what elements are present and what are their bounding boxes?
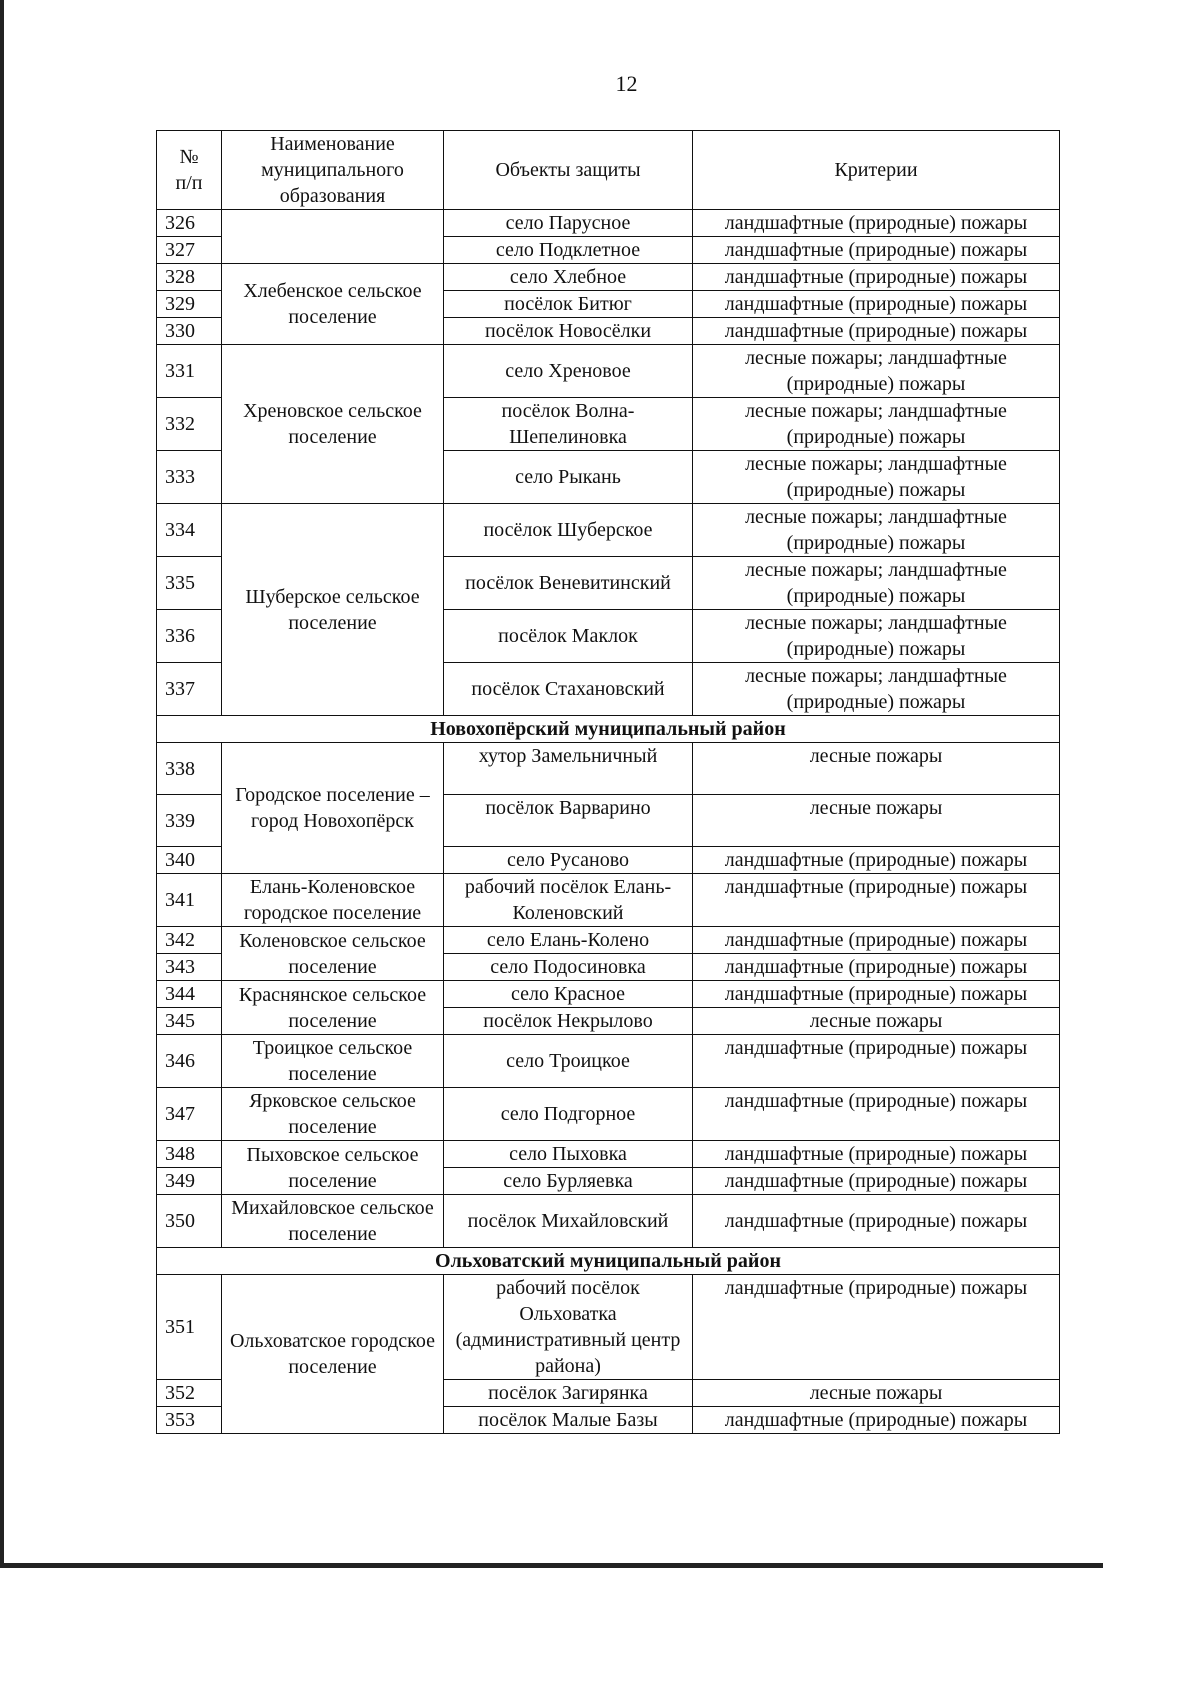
criteria-cell: ландшафтные (природные) пожары [693, 1195, 1060, 1248]
criteria-cell: лесные пожары; ландшафтные (природные) пожары [693, 663, 1060, 716]
row-number: 335 [157, 557, 222, 610]
criteria-cell: ландшафтные (природные) пожары [693, 1168, 1060, 1195]
object-cell: село Красное [444, 981, 693, 1008]
object-cell: посёлок Маклок [444, 610, 693, 663]
object-cell: хутор Замельничный [444, 743, 693, 795]
object-cell: посёлок Волна-Шепелиновка [444, 398, 693, 451]
row-number: 338 [157, 743, 222, 795]
row-number: 351 [157, 1275, 222, 1380]
table-row [157, 504, 1060, 557]
object-cell: посёлок Битюг [444, 291, 693, 318]
object-cell: село Хреновое [444, 345, 693, 398]
criteria-cell: лесные пожары [693, 1380, 1060, 1407]
object-cell: посёлок Веневитинский [444, 557, 693, 610]
criteria-cell: ландшафтные (природные) пожары [693, 954, 1060, 981]
object-cell: посёлок Загирянка [444, 1380, 693, 1407]
section-title: Ольховатский муниципальный район [157, 1248, 1060, 1275]
criteria-cell: ландшафтные (природные) пожары [693, 318, 1060, 345]
object-cell: посёлок Варварино [444, 795, 693, 847]
criteria-cell: ландшафтные (природные) пожары [693, 874, 1060, 927]
table-row [157, 210, 1060, 237]
row-number: 346 [157, 1035, 222, 1088]
municipality-cell: Шуберское сельское поселение [222, 504, 444, 716]
row-number: 347 [157, 1088, 222, 1141]
object-cell: рабочий посёлок Елань-Коленовский [444, 874, 693, 927]
object-cell: рабочий посёлок Ольховатка (административный центр района) [444, 1275, 693, 1380]
row-number: 329 [157, 291, 222, 318]
table-header-row [157, 131, 1060, 210]
municipality-cell: Елань-Коленовское городское поселение [222, 874, 444, 927]
municipality-cell: Городское поселение – город Новохопёрск [222, 743, 444, 874]
table-row [157, 874, 1060, 927]
row-number: 344 [157, 981, 222, 1008]
object-cell: село Подгорное [444, 1088, 693, 1141]
row-number: 327 [157, 237, 222, 264]
page-number: 12 [615, 71, 638, 96]
row-number: 334 [157, 504, 222, 557]
table-row [157, 1035, 1060, 1088]
municipality-cell: Михайловское сельское поселение [222, 1195, 444, 1248]
municipality-cell: Краснянское сельское поселение [222, 981, 444, 1035]
criteria-cell: лесные пожары [693, 743, 1060, 795]
object-cell: село Подосиновка [444, 954, 693, 981]
municipality-cell: Троицкое сельское поселение [222, 1035, 444, 1088]
object-cell: село Хлебное [444, 264, 693, 291]
criteria-cell: ландшафтные (природные) пожары [693, 264, 1060, 291]
row-number: 330 [157, 318, 222, 345]
protection-objects-table [156, 130, 1060, 1434]
header-criteria: Критерии [693, 131, 1060, 210]
criteria-cell: лесные пожары; ландшафтные (природные) пожары [693, 557, 1060, 610]
object-cell: село Рыкань [444, 451, 693, 504]
row-number: 340 [157, 847, 222, 874]
criteria-cell: лесные пожары; ландшафтные (природные) пожары [693, 345, 1060, 398]
row-number: 336 [157, 610, 222, 663]
row-number: 337 [157, 663, 222, 716]
table-row [157, 345, 1060, 398]
object-cell: село Елань-Колено [444, 927, 693, 954]
object-cell: посёлок Малые Базы [444, 1407, 693, 1434]
row-number: 328 [157, 264, 222, 291]
criteria-cell: ландшафтные (природные) пожары [693, 927, 1060, 954]
municipality-cell-empty [222, 210, 444, 264]
object-cell: село Троицкое [444, 1035, 693, 1088]
criteria-cell: ландшафтные (природные) пожары [693, 1141, 1060, 1168]
criteria-cell: ландшафтные (природные) пожары [693, 1275, 1060, 1380]
header-objects: Объекты защиты [444, 131, 693, 210]
criteria-cell: ландшафтные (природные) пожары [693, 210, 1060, 237]
row-number: 348 [157, 1141, 222, 1168]
criteria-cell: ландшафтные (природные) пожары [693, 1088, 1060, 1141]
table-row [157, 264, 1060, 291]
object-cell: село Пыховка [444, 1141, 693, 1168]
table-row [157, 1141, 1060, 1168]
criteria-cell: ландшафтные (природные) пожары [693, 237, 1060, 264]
criteria-cell: ландшафтные (природные) пожары [693, 1035, 1060, 1088]
row-number: 339 [157, 795, 222, 847]
row-number: 352 [157, 1380, 222, 1407]
criteria-cell: лесные пожары; ландшафтные (природные) пожары [693, 504, 1060, 557]
row-number: 332 [157, 398, 222, 451]
criteria-cell: ландшафтные (природные) пожары [693, 1407, 1060, 1434]
municipality-cell: Пыховское сельское поселение [222, 1141, 444, 1195]
criteria-cell: лесные пожары [693, 795, 1060, 847]
object-cell: посёлок Некрылово [444, 1008, 693, 1035]
object-cell: село Парусное [444, 210, 693, 237]
row-number: 342 [157, 927, 222, 954]
table-row [157, 1275, 1060, 1380]
criteria-cell: лесные пожары; ландшафтные (природные) пожары [693, 610, 1060, 663]
object-cell: посёлок Новосёлки [444, 318, 693, 345]
row-number: 341 [157, 874, 222, 927]
row-number: 345 [157, 1008, 222, 1035]
object-cell: посёлок Михайловский [444, 1195, 693, 1248]
row-number: 326 [157, 210, 222, 237]
section-row [157, 1248, 1060, 1275]
municipality-cell: Ярковское сельское поселение [222, 1088, 444, 1141]
header-num: № п/п [157, 131, 222, 210]
table-row [157, 1088, 1060, 1141]
municipality-cell: Хреновское сельское поселение [222, 345, 444, 504]
object-cell: село Бурляевка [444, 1168, 693, 1195]
object-cell: посёлок Шуберское [444, 504, 693, 557]
header-municipality: Наименование муниципального образования [222, 131, 444, 210]
criteria-cell: лесные пожары; ландшафтные (природные) пожары [693, 451, 1060, 504]
criteria-cell: ландшафтные (природные) пожары [693, 981, 1060, 1008]
row-number: 343 [157, 954, 222, 981]
object-cell: село Подклетное [444, 237, 693, 264]
table-row [157, 927, 1060, 954]
table-row [157, 743, 1060, 795]
row-number: 349 [157, 1168, 222, 1195]
municipality-cell: Коленовское сельское поселение [222, 927, 444, 981]
object-cell: село Русаново [444, 847, 693, 874]
criteria-cell: лесные пожары; ландшафтные (природные) пожары [693, 398, 1060, 451]
row-number: 353 [157, 1407, 222, 1434]
section-row [157, 716, 1060, 743]
table-row [157, 981, 1060, 1008]
criteria-cell: ландшафтные (природные) пожары [693, 847, 1060, 874]
row-number: 331 [157, 345, 222, 398]
object-cell: посёлок Стахановский [444, 663, 693, 716]
criteria-cell: лесные пожары [693, 1008, 1060, 1035]
scan-border-left [0, 0, 4, 1568]
scan-border-bottom [0, 1563, 1103, 1568]
row-number: 333 [157, 451, 222, 504]
municipality-cell: Ольховатское городское поселение [222, 1275, 444, 1434]
row-number: 350 [157, 1195, 222, 1248]
table-row [157, 1195, 1060, 1248]
municipality-cell: Хлебенское сельское поселение [222, 264, 444, 345]
section-title: Новохопёрский муниципальный район [157, 716, 1060, 743]
criteria-cell: ландшафтные (природные) пожары [693, 291, 1060, 318]
